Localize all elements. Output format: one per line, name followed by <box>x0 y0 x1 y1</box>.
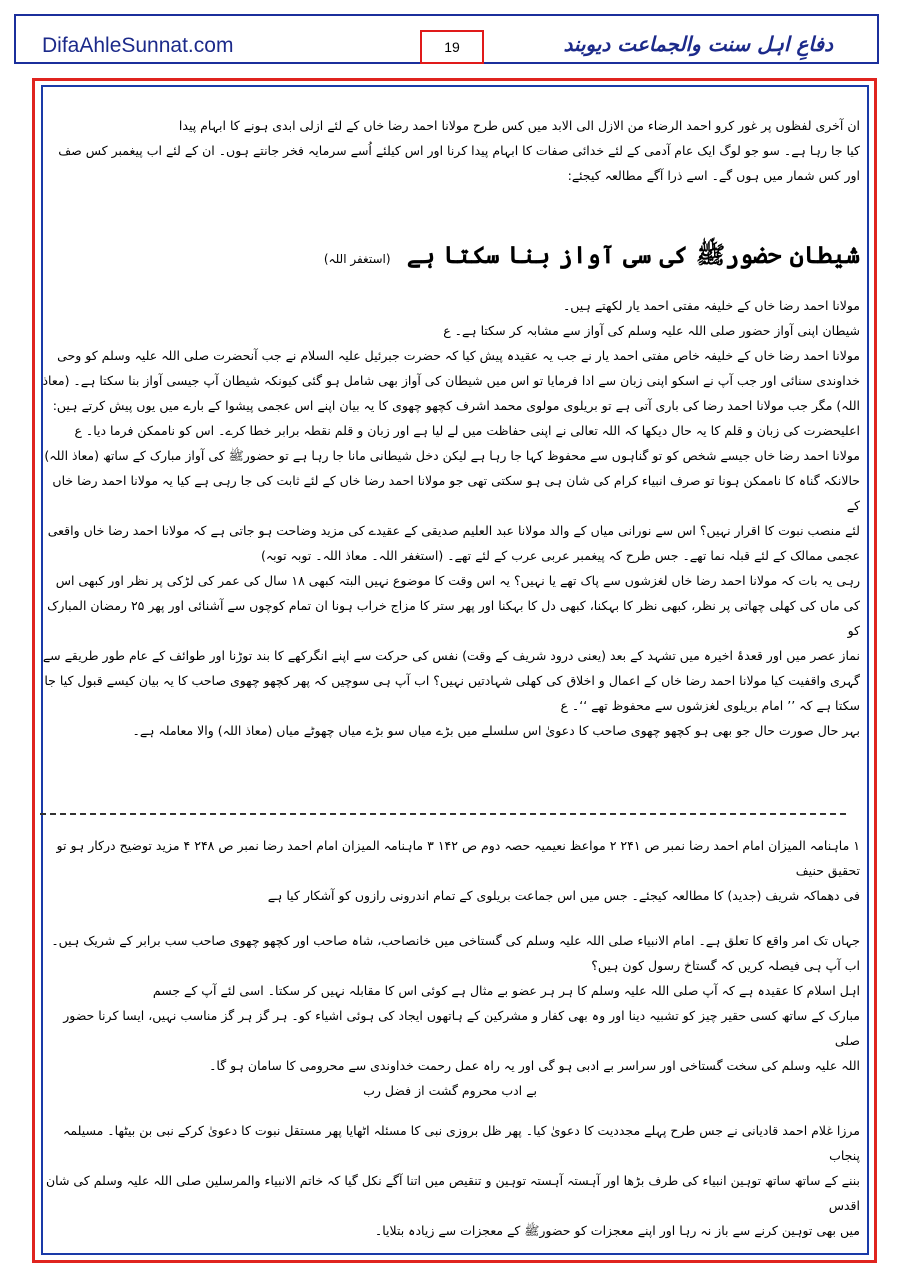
footnote-line: ۱ ماہنامہ المیزان امام احمد رضا نمبر ص ۲۴۱ ۲ مواعظ نعیمیہ حصہ دوم ص ۱۴۲ ۳ ماہنامہ المیزان امام احمد رضا نمبر ص ۲۴۸ ۴ مزید توضیح درکار ہو تو تحقیق حنیف <box>56 838 860 878</box>
text-line: مولانا احمد رضا خاں کے خلیفہ خاص مفتی احمد یار نے جب یہ عقیدہ پیش کیا کہ حضرت جبرئیل علیہ السلام نے جب آنحضرت صلی اللہ علیہ وسلم کو وحی <box>57 348 860 363</box>
persian-couplet: بے ادب محروم گشت از فضل رب <box>363 1083 537 1098</box>
page-header <box>14 14 879 64</box>
text-line: خداوندی سنائی اور جب آپ نے اسکو اپنی زبان سے ادا فرمایا تو اس میں شیطان کی آواز بھی شامل ہو گئی کیونکہ شیطان آپ جیسی آواز بنا سکتا ہے۔ (معاذ <box>42 373 860 388</box>
section-2-body <box>40 928 860 1103</box>
text-line: اور کس شمار میں ہوں گے۔ اسے ذرا آگے مطالعہ کیجئے: <box>567 168 860 183</box>
text-line: ان آخری لفظوں پر غور کرو احمد الرضاء من الازل الی الابد میں کس طرح مولانا احمد رضا خاں کے لئے ازلی ابدی ہونے کا ابہام پیدا <box>178 118 860 133</box>
text-line: عجمی ممالک کے لئے قبلہ نما تھے۔ جس طرح کہ پیغمبر عربی عرب کے لئے تھے۔ (استغفر اللہ۔ معاذ اللہ۔ توبہ توبہ) <box>260 548 860 563</box>
text-line: اعلیحضرت کی زبان و قلم کا یہ حال دیکھا کہ اللہ تعالی نے اپنی حفاظت میں لے لیا ہے اور زبان و قلم نقطہ برابر خطا کرے۔ اس کو ناممکن فرما دیا۔ ع <box>74 423 860 438</box>
text-line: اہل اسلام کا عقیدہ ہے کہ آپ صلی اللہ علیہ وسلم کا ہر ہر عضو بے مثال ہے کوئی اس کا مقابلہ نہیں کر سکتا۔ اسی لئے آپ کے جسم <box>152 983 860 998</box>
text-line: لئے منصب نبوت کا اقرار نہیں؟ اس سے نورانی میاں کے والد مولانا عبد العلیم صدیقی کے عقیدے کی مزید وضاحت ہو جاتی ہے کہ مولانا احمد رضا خاں واقعی <box>47 523 860 538</box>
text-line: رہی یہ بات کہ مولانا احمد رضا خاں لغزشوں سے پاک تھے یا نہیں؟ یہ اس وقت کا موضوع نہیں البتہ کبھی ۱۸ سال کی عمر کی لڑکی پر نظر اور کبھی اس <box>55 573 860 588</box>
text-line: کی ماں کی کھلی چھاتی پر نظر، کبھی نظر کا بہکنا، کبھی دل کا بہکنا اور پھر ستر کا مزاج خراب ہونا ان تمام کوچوں سے آشنائی اور پھر ۲۵ رمضان المبارک کو <box>47 598 860 638</box>
section-heading <box>40 235 860 279</box>
site-title: دفاعِ اہل سنت والجماعت دیوبند <box>563 32 833 56</box>
footnote-line: فی دھماکہ شریف (جدید) کا مطالعہ کیجئے۔ جس میں اس جماعت بریلوی کے تمام اندرونی رازوں کو آشکار کیا ہے <box>267 888 860 903</box>
text-line: اللہ) مگر جب مولانا احمد رضا کی باری آتی ہے تو بریلوی مولوی محمد اشرف کچھو چھوی کا یہ بیان اپنے اس عجمی پیشوا کے بارے میں یوں پیش کرتے ہیں: <box>52 398 860 413</box>
intro-paragraph <box>40 113 860 188</box>
footnotes <box>40 833 860 908</box>
text-line: اب آپ ہی فیصلہ کریں کہ گستاخ رسول کون ہیں؟ <box>591 958 860 973</box>
text-line: بننے کے ساتھ ساتھ توہین انبیاء کی طرف بڑھا اور آہستہ آہستہ توہین و تنقیص میں اتنا آگے نکل گیا کہ خاتم الانبیاء والمرسلین صلی اللہ علیہ وسلم کی شان اقدس <box>45 1173 860 1213</box>
heading-note: (استغفر اللہ) <box>323 252 391 266</box>
text-line: نماز عصر میں اور قعدۂ اخیرہ میں تشہد کے بعد (یعنی درود شریف کے وقت) نفس کی حرکت سے اپنے انگرکھے کا بند توڑنا اور طوائف کے عام طور طریقے سے <box>42 648 860 663</box>
text-line: حالانکہ گناہ کا ناممکن ہونا تو صرف انبیاء کرام کی شان ہی ہو سکتی تھی جو مولانا احمد رضا خاں کے لئے ثابت کی جا رہی ہے کیا یہ مولانا احمد رضا خاں کے <box>52 473 860 513</box>
section-1-body <box>40 293 860 743</box>
text-line: کیا جا رہا ہے۔ سو جو لوگ ایک عام آدمی کے لئے خدائی صفات کا ابہام پیدا کرنا اور اس کیلئے اُسے سرمایہ فخر جانتے ہوں۔ ان کے لئے اب پیغمبر کس صف <box>58 143 860 158</box>
section-3-body <box>40 1118 860 1243</box>
text-line: مرزا غلام احمد قادیانی نے جس طرح پہلے مجددیت کا دعویٰ کیا۔ پھر ظل بروزی نبی کا مسئلہ اٹھایا پھر مستقل نبوت کا دعویٰ کرکے نبی بن بیٹھا۔ مسیلمہ پنجاب <box>63 1123 860 1163</box>
text-line: سکتا ہے کہ ’’ امام بریلوی لغزشوں سے محفوظ تھے ‘‘۔ ع <box>560 698 860 713</box>
text-line: جہاں تک امر واقع کا تعلق ہے۔ امام الانبیاء صلی اللہ علیہ وسلم کی گستاخی میں خانصاحب، شاہ صاحب اور کچھو چھوی صاحب سب برابر کے شریک ہیں۔ <box>51 933 860 948</box>
text-line: شیطان اپنی آواز حضور صلی اللہ علیہ وسلم کی آواز سے مشابہ کر سکتا ہے۔ ع <box>443 323 860 338</box>
heading-text: شیطان حضورﷺ کی سی آواز بنا سکتا ہے <box>406 240 860 269</box>
text-line: گہری واقفیت کیا مولانا احمد رضا خاں کے اعمال و اخلاق کی کھلی شہادتیں نہیں؟ اب آپ ہی سوچیں کہ پھر کچھو چھوی صاحب کا یہ بیان کیسے قبول کیا جا <box>44 673 860 688</box>
text-line: اللہ علیہ وسلم کی سخت گستاخی اور سراسر بے ادبی ہو گی اور یہ راہ عمل رحمت خداوندی سے محرومی کا سامان ہو گا۔ <box>209 1058 860 1073</box>
text-line: مولانا احمد رضا خاں کے خلیفہ مفتی احمد یار لکھتے ہیں۔ <box>562 298 860 313</box>
text-line: بہر حال صورت حال جو بھی ہو کچھو چھوی صاحب کا دعویٰ اس سلسلے میں بڑے میاں سو بڑے میاں چھوٹے میاں (معاذ اللہ) والا معاملہ ہے۔ <box>132 723 860 738</box>
text-line: مولانا احمد رضا خاں جیسے شخص کو تو گناہوں سے محفوظ کہا جا رہا ہے لیکن دخل شیطانی مانا جا رہا ہے تو حضورﷺ کی آواز مبارک کے ساتھ (معاذ اللہ) <box>44 448 860 463</box>
site-url[interactable]: DifaAhleSunnat.com <box>42 34 234 57</box>
footnote-divider <box>40 813 846 815</box>
text-line: مبارک کے ساتھ کسی حقیر چیز کو تشبیہ دینا اور وہ بھی کفار و مشرکین کے ہاتھوں ایجاد کی ہوئی اشیاء کو۔ ہر گز ہر گز مناسب نہیں، ایسا کرنا حضور صلی <box>63 1008 860 1048</box>
text-line: میں بھی توہین کرنے سے باز نہ رہا اور اپنے معجزات کو حضورﷺ کے معجزات سے زیادہ بتلایا۔ <box>374 1223 860 1238</box>
page-number: 19 <box>420 30 484 64</box>
